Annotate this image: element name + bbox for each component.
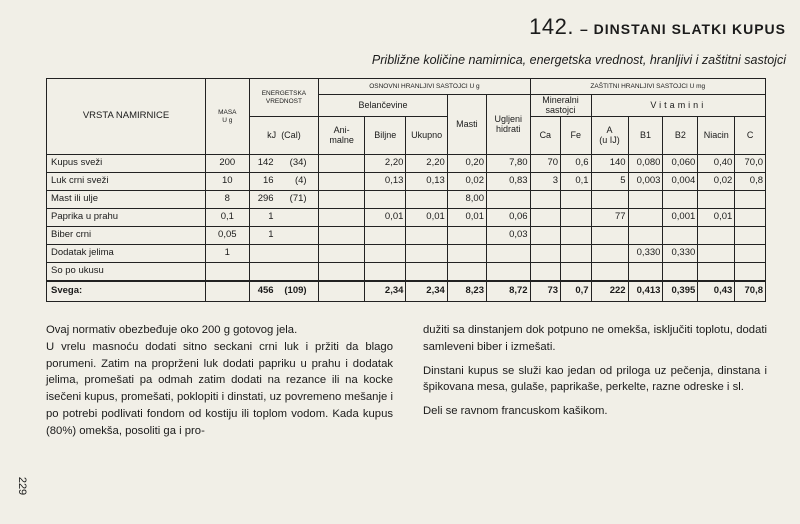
cell-b2: 0,395 [663,281,698,302]
cell-niacin: 0,01 [698,209,735,227]
cell-kj-cal [249,173,319,191]
cell-masti: 8,23 [447,281,486,302]
cell-fe: 0,1 [561,173,591,191]
cell-kj-cal [249,191,319,209]
col-ugljeni-hidrati: Ugljeni hidrati [487,95,531,155]
paragraph: Dinstani kupus se služi kao jedan od priloga uz pečenja, dinstana i špikovana mesa, gulaše, paprikaše, perkelte, razne odreske i sl. [423,364,767,394]
cell-masa: 8 [206,191,250,209]
cell-masa: 0,05 [206,227,250,245]
cell-a: 77 [591,209,628,227]
cell-ca [530,209,560,227]
col-animalne: Ani- malne [319,117,365,155]
cell-masti [447,263,486,282]
table-row [47,173,766,191]
cell-b1 [628,263,663,282]
cell-a [591,245,628,263]
cell-anim [319,245,365,263]
col-fe: Fe [561,117,591,155]
cell-ca: 73 [530,281,560,302]
cell-ca [530,245,560,263]
cell-b1 [628,209,663,227]
cell-ukup: 0,13 [406,173,447,191]
cell-anim [319,209,365,227]
cell-masti: 8,00 [447,191,486,209]
cell-b1: 0,003 [628,173,663,191]
cell-b2: 0,001 [663,209,698,227]
cell-niacin: 0,43 [698,281,735,302]
cell-ca: 3 [530,173,560,191]
cell-fe [561,245,591,263]
col-ca: Ca [530,117,560,155]
recipe-title [0,14,786,40]
cell-c [735,227,766,245]
cell-name: Biber crni [47,227,206,245]
cell-fe: 0,6 [561,155,591,173]
table-row [47,227,766,245]
table-row [47,191,766,209]
cell-niacin [698,245,735,263]
cell-b1: 0,413 [628,281,663,302]
col-kj-cal: kJ (Cal) [249,117,319,155]
page-number: 229 [16,476,29,496]
cell-b2: 0,060 [663,155,698,173]
cell-anim [319,191,365,209]
group-osnovni: OSNOVNI HRANLJIVI SASTOJCI U g [319,79,530,95]
cell-niacin [698,227,735,245]
cell-masa [206,263,250,282]
col-vitamini: Vitamini [591,95,765,117]
recipe-name: – DINSTANI SLATKI KUPUS [579,21,786,37]
cell-kj-cal [249,281,319,302]
table-row [47,155,766,173]
cell-masa: 0,1 [206,209,250,227]
cell-ca [530,263,560,282]
cell-ca: 70 [530,155,560,173]
cell-masti: 0,01 [447,209,486,227]
cell-ugh: 0,06 [487,209,531,227]
cell-b2 [663,263,698,282]
cell-kj: 296 [257,193,274,205]
cell-kj: 142 [257,157,274,169]
cell-bilj [365,263,406,282]
cell-ukup [406,191,447,209]
cell-ugh [487,191,531,209]
cell-niacin: 0,02 [698,173,735,191]
total-row [47,281,766,302]
cell-kj: 16 [263,175,274,187]
cell-name: Luk crni sveži [47,173,206,191]
cell-bilj: 2,34 [365,281,406,302]
cell-name: Mast ili ulje [47,191,206,209]
cell-fe [561,227,591,245]
cell-c [735,191,766,209]
cell-ukup: 2,20 [406,155,447,173]
col-biljne: Biljne [365,117,406,155]
table-row [47,209,766,227]
cell-niacin [698,263,735,282]
cell-a: 222 [591,281,628,302]
recipe-number: 142. [529,14,574,39]
cell-ugh [487,263,531,282]
cell-kj-cal [249,227,319,245]
cell-a: 5 [591,173,628,191]
col-energetska-vrednost: ENERGETSKA VREDNOST [249,79,319,117]
cell-masti [447,227,486,245]
cell-kj-cal [249,155,319,173]
cell-fe [561,263,591,282]
paragraph: Ovaj normativ obezbeđuje oko 200 g gotovog jela. [46,324,298,336]
cell-c: 70,0 [735,155,766,173]
cell-ugh: 0,03 [487,227,531,245]
cell-bilj [365,227,406,245]
cell-name: Paprika u prahu [47,209,206,227]
cell-ca [530,227,560,245]
cell-b1: 0,330 [628,245,663,263]
cell-anim [319,281,365,302]
cell-ugh: 7,80 [487,155,531,173]
cell-kj-cal [249,245,319,263]
col-b2: B2 [663,117,698,155]
cell-b2: 0,004 [663,173,698,191]
cell-niacin [698,191,735,209]
cell-masti: 0,02 [447,173,486,191]
cell-kj-cal [249,263,319,282]
table-row [47,263,766,282]
cell-name: Svega: [47,281,206,302]
cell-bilj [365,245,406,263]
cell-niacin: 0,40 [698,155,735,173]
cell-ukup [406,227,447,245]
cell-cal: (109) [284,285,307,297]
cell-c: 70,8 [735,281,766,302]
cell-cal: (4) [294,175,307,187]
cell-bilj: 0,13 [365,173,406,191]
cell-b2 [663,191,698,209]
paragraph: U vrelu masnoću dodati sitno seckani crni luk i pržiti da blago porumeni. Zatim na proprženi luk dodati papriku u prahu i dodatak jelima, promešati pa odmah zatim dodati na rezance ili na kocke isečeni kupus, promešati, poklopiti i dinstati, uz povremeno mešanje i po potrebi podlivati fondom od kostiju ili toplom vodom. Kada kupus (80%) omekša, posoliti ga i pro- [46,340,393,437]
cell-c: 0,8 [735,173,766,191]
paragraph: dužiti sa dinstanjem dok potpuno ne omekša, isključiti toplotu, dodati samleveni biber i izmešati. [423,324,767,353]
cell-ugh: 8,72 [487,281,531,302]
col-ukupno: Ukupno [406,117,447,155]
cell-c [735,263,766,282]
cell-anim [319,263,365,282]
cell-masa: 1 [206,245,250,263]
cell-ukup: 2,34 [406,281,447,302]
cell-ukup: 0,01 [406,209,447,227]
cell-a [591,227,628,245]
cell-ukup [406,245,447,263]
col-c: C [735,117,766,155]
cell-bilj: 2,20 [365,155,406,173]
cell-b2: 0,330 [663,245,698,263]
col-vrsta-namirnice: VRSTA NAMIRNICE [47,79,206,155]
cell-ugh: 0,83 [487,173,531,191]
cell-masti [447,245,486,263]
cell-kj: 1 [268,229,274,241]
text-column-left [46,322,393,440]
cell-anim [319,173,365,191]
cell-ca [530,191,560,209]
col-masa: MASA U g [206,79,250,155]
col-belancevine: Belančevine [319,95,448,117]
cell-b2 [663,227,698,245]
cell-anim [319,227,365,245]
cell-masti: 0,20 [447,155,486,173]
cell-kj: 456 [257,285,274,297]
cell-masa [206,281,250,302]
cell-fe [561,191,591,209]
table-subtitle: Približne količine namirnica, energetska vrednost, hranljivi i zaštitni sastojci [371,53,786,67]
cell-fe: 0,7 [561,281,591,302]
col-mineralni-sastojci: Mineralni sastojci [530,95,591,117]
table-row [47,245,766,263]
cell-ugh [487,245,531,263]
cell-bilj [365,191,406,209]
cell-a [591,263,628,282]
paragraph: Deli se ravnom francuskom kašikom. [423,405,608,418]
cell-b1 [628,191,663,209]
col-niacin: Niacin [698,117,735,155]
cell-kj-cal [249,209,319,227]
cell-c [735,209,766,227]
cell-name: Kupus sveži [47,155,206,173]
cell-a: 140 [591,155,628,173]
nutrition-table [46,78,766,302]
cell-a [591,191,628,209]
group-zastitni: ZAŠTITNI HRANLJIVI SASTOJCI U mg [530,79,765,95]
cell-ukup [406,263,447,282]
cell-name: So po ukusu [47,263,206,282]
col-b1: B1 [628,117,663,155]
cell-cal: (34) [289,157,307,169]
col-masti: Masti [447,95,486,155]
cell-name: Dodatak jelima [47,245,206,263]
cell-b1 [628,227,663,245]
cell-masa: 200 [206,155,250,173]
col-a: A (u IJ) [591,117,628,155]
cell-masa: 10 [206,173,250,191]
text-column-right [423,322,767,420]
cell-c [735,245,766,263]
cell-b1: 0,080 [628,155,663,173]
cell-anim [319,155,365,173]
cell-kj: 1 [268,211,274,223]
cell-cal: (71) [289,193,307,205]
cell-fe [561,209,591,227]
cell-bilj: 0,01 [365,209,406,227]
